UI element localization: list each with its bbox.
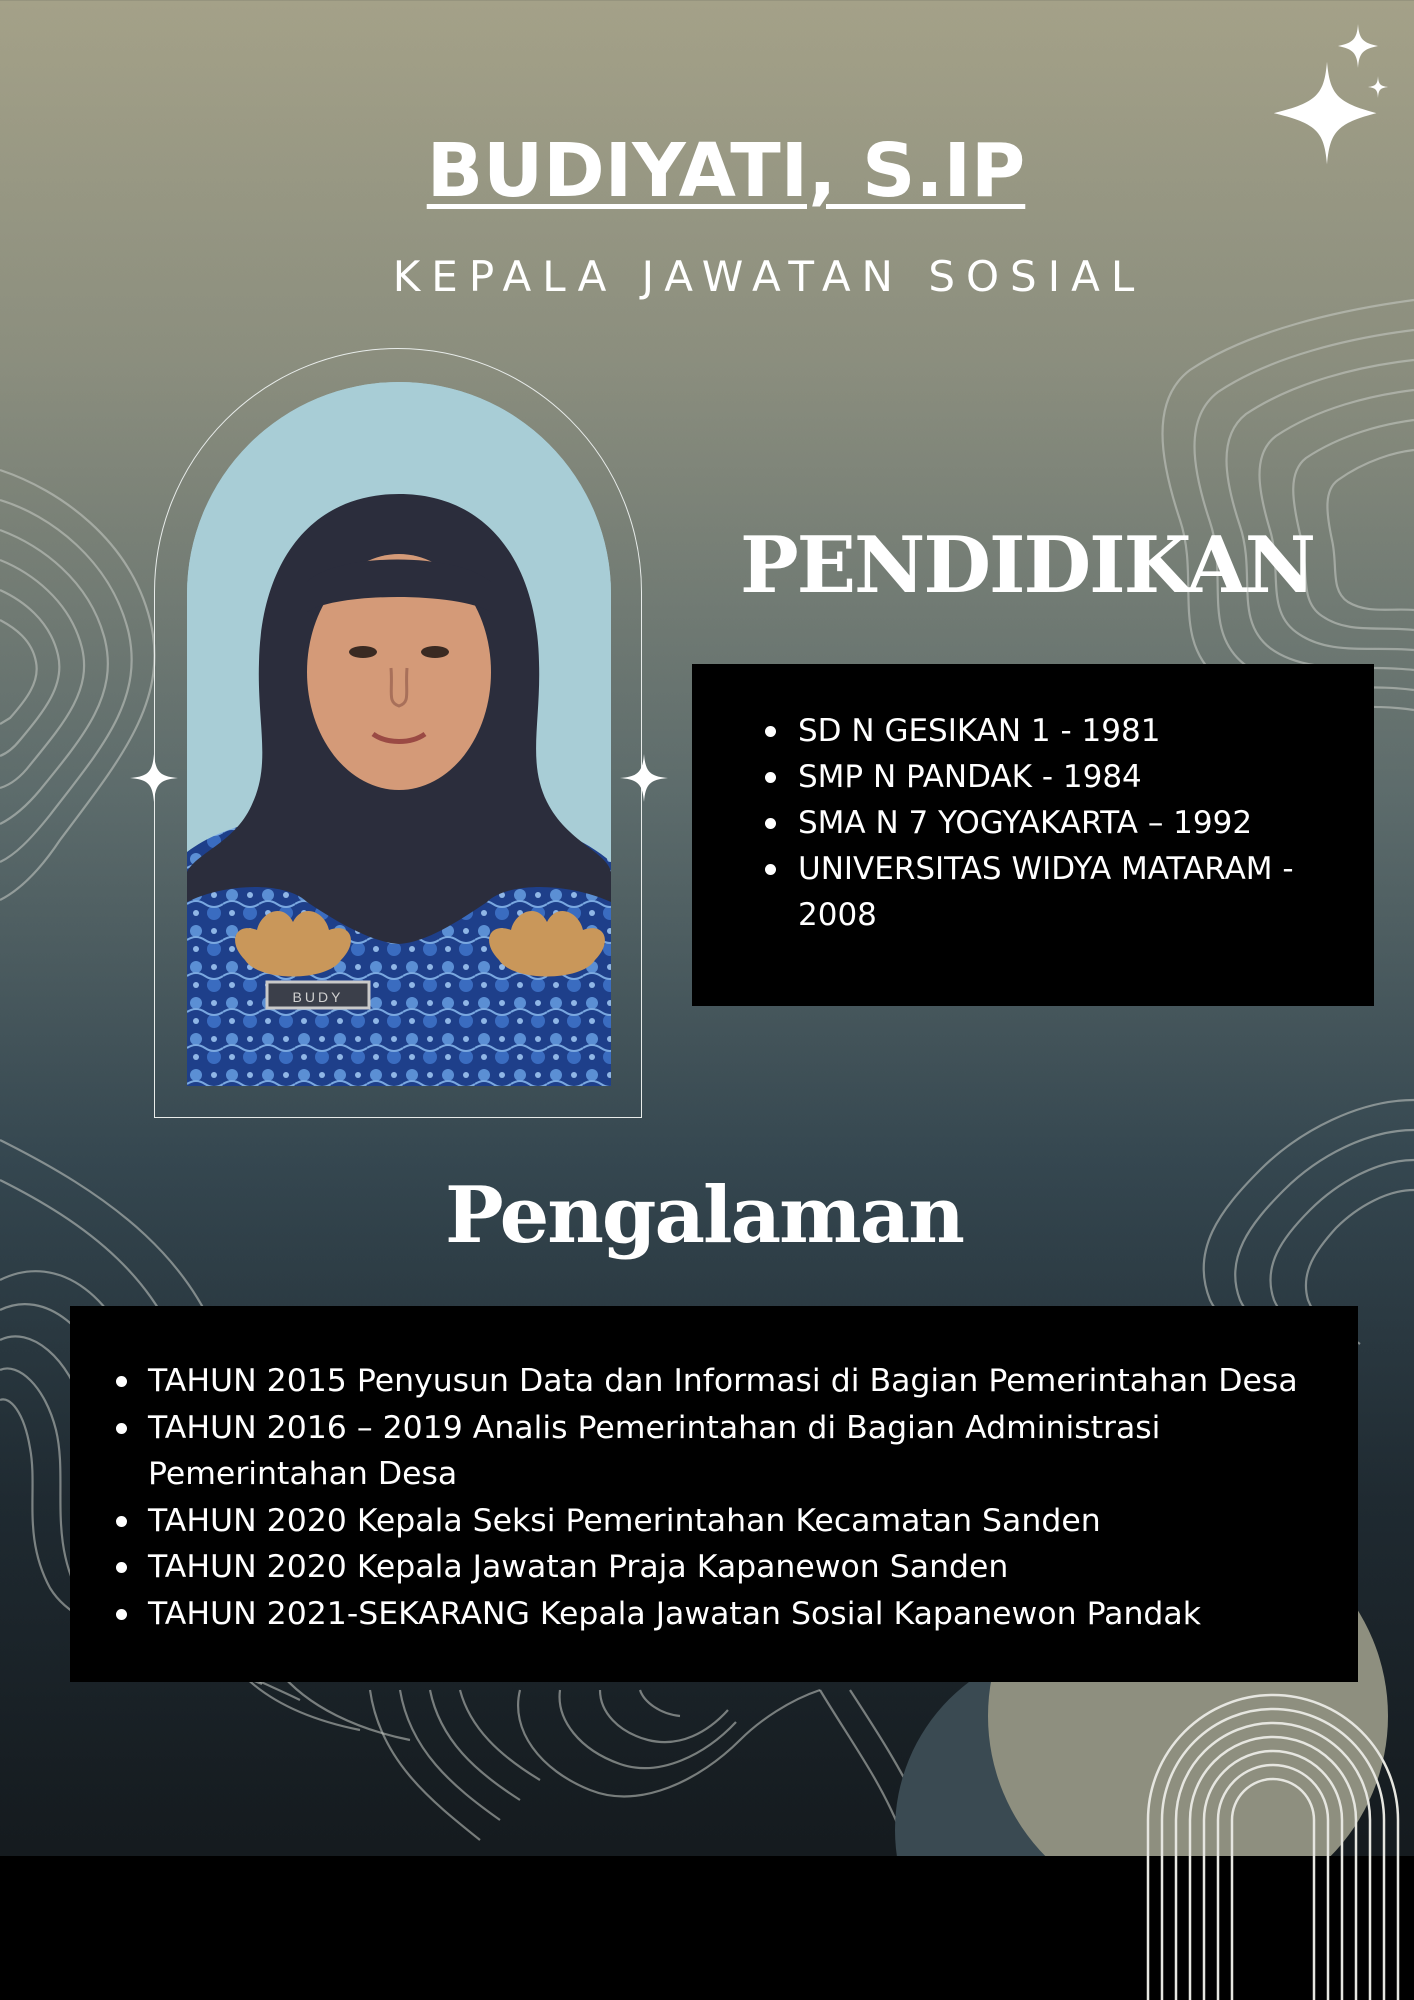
education-box xyxy=(692,664,1374,1006)
list-item: TAHUN 2015 Penyusun Data dan Informasi di Bagian Pemerintahan Desa xyxy=(148,1358,1348,1405)
portrait-photo xyxy=(187,382,611,1086)
experience-list xyxy=(148,1358,1348,1638)
sparkle-icon-small xyxy=(1338,24,1378,68)
frame-sparkle-right-icon xyxy=(620,754,668,802)
list-item: UNIVERSITAS WIDYA MATARAM - 2008 xyxy=(798,846,1358,938)
portrait-illustration xyxy=(187,382,611,1086)
experience-heading: Pengalaman xyxy=(445,1170,963,1261)
list-item: TAHUN 2020 Kepala Jawatan Praja Kapanewon Sanden xyxy=(148,1544,1348,1591)
education-list xyxy=(798,708,1358,938)
person-role: KEPALA JAWATAN SOSIAL xyxy=(392,252,1146,301)
list-item: SD N GESIKAN 1 - 1981 xyxy=(798,708,1358,754)
list-item: TAHUN 2016 – 2019 Analis Pemerintahan di Bagian Administrasi Pemerintahan Desa xyxy=(148,1405,1348,1498)
education-heading: PENDIDIKAN xyxy=(739,520,1315,611)
name-tag-text: BUDY xyxy=(292,989,344,1005)
frame-sparkle-left-icon xyxy=(130,754,178,802)
sparkle-icon-tiny xyxy=(1368,76,1388,98)
list-item: TAHUN 2021-SEKARANG Kepala Jawatan Sosial Kapanewon Pandak xyxy=(148,1591,1348,1638)
experience-box xyxy=(70,1306,1358,1682)
list-item: TAHUN 2020 Kepala Seksi Pemerintahan Kecamatan Sanden xyxy=(148,1498,1348,1545)
list-item: SMA N 7 YOGYAKARTA – 1992 xyxy=(798,800,1358,846)
list-item: SMP N PANDAK - 1984 xyxy=(798,754,1358,800)
person-name: BUDIYATI, S.IP xyxy=(426,128,1026,214)
